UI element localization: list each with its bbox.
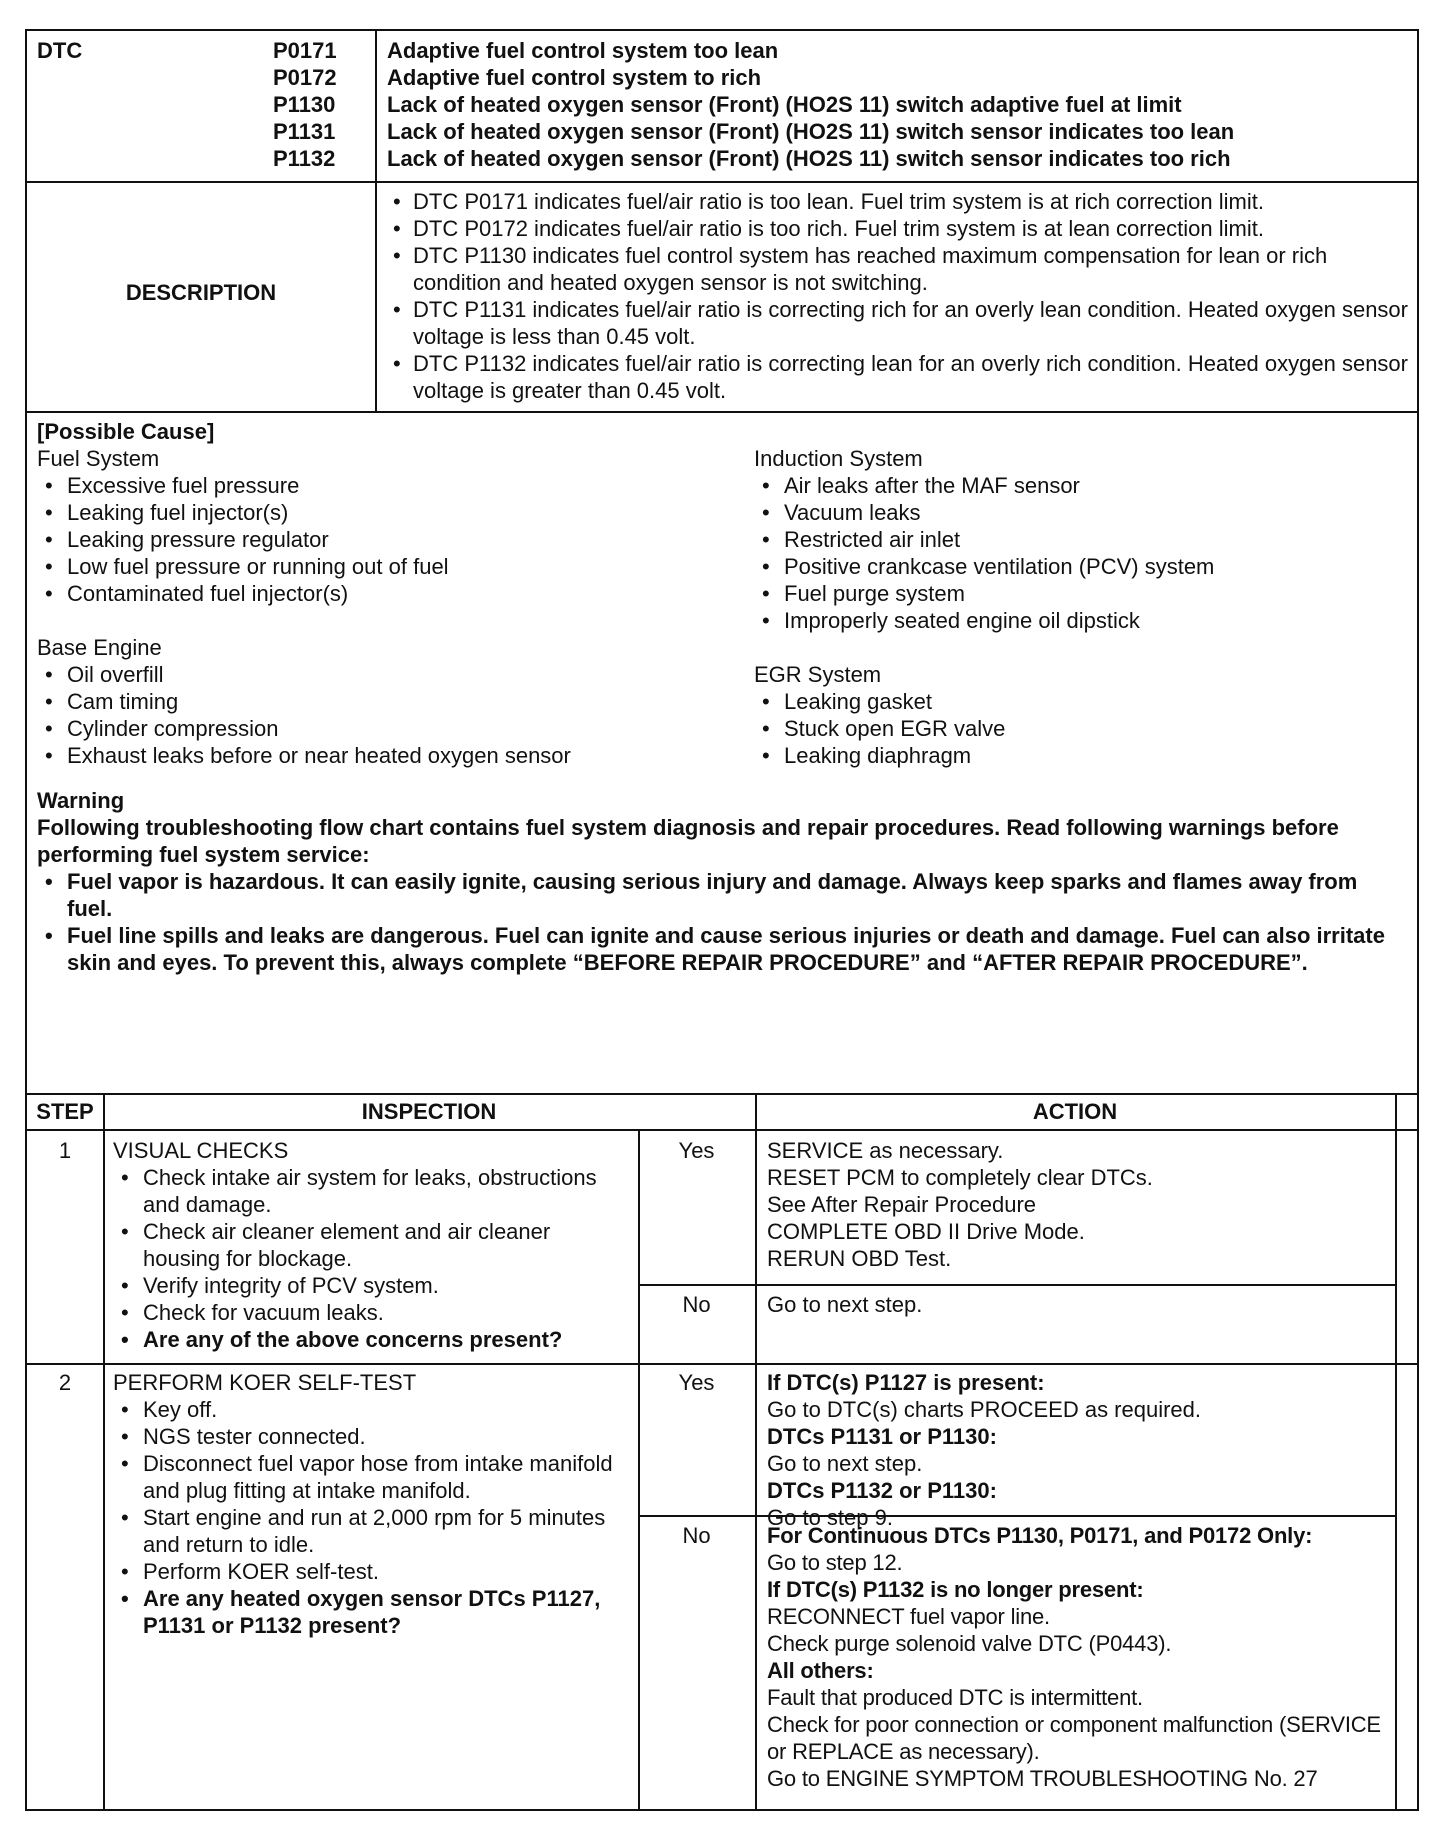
- no-label: No: [682, 1523, 711, 1548]
- action-line: See After Repair Procedure: [767, 1192, 1037, 1217]
- description-list: [385, 188, 1413, 404]
- step-title: PERFORM KOER SELF-TEST: [113, 1370, 417, 1395]
- warning-block: [37, 787, 1407, 976]
- action-line: RERUN OBD Test.: [767, 1246, 952, 1271]
- step-check: • Verify integrity of PCV system.: [113, 1272, 633, 1299]
- step-check: • Disconnect fuel vapor hose from intake manifold and plug fitting at intake manifold.: [113, 1450, 633, 1504]
- row-divider-1: [27, 181, 1417, 183]
- description-item: • DTC P0172 indicates fuel/air ratio is too rich. Fuel trim system is at lean correction limit.: [385, 215, 1413, 242]
- action-col-line: [755, 1093, 757, 1811]
- dtc-title: Lack of heated oxygen sensor (Front) (HO2S 11) switch sensor indicates too rich: [387, 146, 1231, 171]
- action-condition: All others:: [767, 1658, 874, 1683]
- document-frame: [25, 29, 1419, 1811]
- yes-label: Yes: [678, 1138, 715, 1163]
- action-line: Go to next step.: [767, 1292, 923, 1317]
- action-condition: DTCs P1132 or P1130:: [767, 1478, 997, 1503]
- step-check: • NGS tester connected.: [113, 1423, 633, 1450]
- description-item: • DTC P0171 indicates fuel/air ratio is too lean. Fuel trim system is at rich correction limit.: [385, 188, 1413, 215]
- possible-cause-heading: [Possible Cause]: [37, 419, 215, 444]
- action-condition: If DTC(s) P1132 is no longer present:: [767, 1577, 1144, 1602]
- table-top-line: [27, 1093, 1417, 1095]
- yes-actions: [767, 1137, 1387, 1272]
- cause-item: • Exhaust leaks before or near heated oxygen sensor: [37, 742, 737, 769]
- cause-item: • Cylinder compression: [37, 715, 737, 742]
- dtc-label: DTC: [37, 38, 83, 63]
- yesno-col-line: [638, 1129, 640, 1811]
- description-text: [385, 188, 1413, 404]
- yes-actions: [767, 1369, 1389, 1531]
- header-divider: [375, 31, 377, 411]
- step-check: • Key off.: [113, 1396, 633, 1423]
- action-line: Check purge solenoid valve DTC (P0443).: [767, 1631, 1172, 1656]
- action-line: RESET PCM to completely clear DTCs.: [767, 1165, 1153, 1190]
- right-col-line: [1395, 1093, 1397, 1811]
- dtc-title: Adaptive fuel control system too lean: [387, 38, 779, 63]
- cause-item: • Leaking gasket: [754, 688, 1404, 715]
- warning-item: • Fuel vapor is hazardous. It can easily ignite, causing serious injury and damage. Always keep sparks and flames away from fuel.: [37, 868, 1407, 922]
- dtc-code: P1131: [273, 119, 336, 144]
- step-check-list: [113, 1164, 633, 1353]
- no-actions: [767, 1522, 1391, 1792]
- warning-intro: Following troubleshooting flow chart contains fuel system diagnosis and repair procedures. Read following warnings before performing fuel system service:: [37, 815, 1339, 867]
- step-col-line: [103, 1093, 105, 1811]
- cause-item: • Positive crankcase ventilation (PCV) system: [754, 553, 1404, 580]
- cause-item: • Fuel purge system: [754, 580, 1404, 607]
- no-actions: [767, 1291, 1387, 1318]
- step-inspection: [113, 1137, 633, 1353]
- no-label: No: [682, 1292, 711, 1317]
- step-title: VISUAL CHECKS: [113, 1138, 289, 1163]
- cause-item: • Oil overfill: [37, 661, 737, 688]
- action-line: Go to ENGINE SYMPTOM TROUBLESHOOTING No. 27: [767, 1766, 1318, 1791]
- cause-list: [754, 688, 1404, 769]
- step-number: 1: [58, 1138, 72, 1163]
- step-header: STEP: [36, 1099, 94, 1124]
- row-divider-2: [27, 411, 1417, 413]
- step-check-list: [113, 1396, 633, 1639]
- dtc-title: Adaptive fuel control system to rich: [387, 65, 762, 90]
- cause-item: • Leaking pressure regulator: [37, 526, 737, 553]
- cause-item: • Low fuel pressure or running out of fuel: [37, 553, 737, 580]
- action-line: COMPLETE OBD II Drive Mode.: [767, 1219, 1085, 1244]
- step-check: • Perform KOER self-test.: [113, 1558, 633, 1585]
- action-line: Go to step 12.: [767, 1550, 903, 1575]
- action-condition: If DTC(s) P1127 is present:: [767, 1370, 1045, 1395]
- step1-yes-no-line: [638, 1284, 1395, 1286]
- cause-item: • Excessive fuel pressure: [37, 472, 737, 499]
- action-line: Go to next step.: [767, 1451, 923, 1476]
- dtc-code: P0172: [273, 65, 337, 90]
- action-line: Go to DTC(s) charts PROCEED as required.: [767, 1397, 1202, 1422]
- step-check: • Check for vacuum leaks.: [113, 1299, 633, 1326]
- step-inspection: [113, 1369, 633, 1639]
- cause-group-title: Induction System: [754, 446, 923, 471]
- description-item: • DTC P1130 indicates fuel control system has reached maximum compensation for lean or rich condition and heated oxygen sensor is not switching.: [385, 242, 1413, 296]
- cause-list: [754, 472, 1404, 634]
- cause-item: • Improperly seated engine oil dipstick: [754, 607, 1404, 634]
- dtc-code: P1130: [273, 92, 336, 117]
- dtc-code-list: [273, 37, 373, 172]
- step-check: • Check intake air system for leaks, obstructions and damage.: [113, 1164, 633, 1218]
- cause-group-title: Fuel System: [37, 446, 160, 471]
- dtc-title-list: [387, 37, 1417, 172]
- cause-list: [37, 661, 737, 769]
- cause-list: [37, 472, 737, 607]
- step-check: • Check air cleaner element and air cleaner housing for blockage.: [113, 1218, 633, 1272]
- dtc-code: P0171: [273, 38, 337, 63]
- action-line: SERVICE as necessary.: [767, 1138, 1004, 1163]
- cause-item: • Restricted air inlet: [754, 526, 1404, 553]
- action-line: Fault that produced DTC is intermittent.: [767, 1685, 1143, 1710]
- causes-right-column: [754, 445, 1404, 769]
- table-header-line: [27, 1129, 1417, 1131]
- cause-group-title: Base Engine: [37, 635, 162, 660]
- action-condition: DTCs P1131 or P1130:: [767, 1424, 997, 1449]
- step-question: • Are any of the above concerns present?: [113, 1326, 633, 1353]
- action-line: RECONNECT fuel vapor line.: [767, 1604, 1050, 1629]
- cause-item: • Stuck open EGR valve: [754, 715, 1404, 742]
- warning-title: Warning: [37, 788, 125, 813]
- step1-bottom-line: [27, 1363, 1417, 1365]
- dtc-code: P1132: [273, 146, 336, 171]
- step-number: 2: [58, 1370, 72, 1395]
- cause-item: • Contaminated fuel injector(s): [37, 580, 737, 607]
- dtc-title: Lack of heated oxygen sensor (Front) (HO2S 11) switch sensor indicates too lean: [387, 119, 1235, 144]
- cause-group-title: EGR System: [754, 662, 882, 687]
- cause-item: • Air leaks after the MAF sensor: [754, 472, 1404, 499]
- inspection-header: INSPECTION: [361, 1099, 497, 1124]
- warning-item: • Fuel line spills and leaks are dangerous. Fuel can ignite and cause serious injuries or death and damage. Fuel can also irritate skin and eyes. To prevent this, always complete “BEFORE REPAIR PROCEDURE” and “AFTER REPAIR PROCEDURE”.: [37, 922, 1407, 976]
- step-check: • Start engine and run at 2,000 rpm for 5 minutes and return to idle.: [113, 1504, 633, 1558]
- action-line: Check for poor connection or component malfunction (SERVICE or REPLACE as necessary).: [767, 1712, 1381, 1764]
- cause-item: • Vacuum leaks: [754, 499, 1404, 526]
- step-question: • Are any heated oxygen sensor DTCs P1127, P1131 or P1132 present?: [113, 1585, 633, 1639]
- yes-label: Yes: [678, 1370, 715, 1395]
- description-item: • DTC P1132 indicates fuel/air ratio is correcting lean for an overly rich condition. Heated oxygen sensor voltage is greater than 0.45 volt.: [385, 350, 1413, 404]
- warning-list: [37, 868, 1407, 976]
- action-condition: For Continuous DTCs P1130, P0171, and P0172 Only:: [767, 1523, 1313, 1548]
- cause-item: • Leaking fuel injector(s): [37, 499, 737, 526]
- cause-item: • Cam timing: [37, 688, 737, 715]
- action-line: Go to step 9.: [767, 1505, 893, 1530]
- action-header: ACTION: [1032, 1099, 1118, 1124]
- dtc-title: Lack of heated oxygen sensor (Front) (HO2S 11) switch adaptive fuel at limit: [387, 92, 1182, 117]
- description-label: DESCRIPTION: [125, 280, 277, 305]
- description-item: • DTC P1131 indicates fuel/air ratio is correcting rich for an overly lean condition. Heated oxygen sensor voltage is less than 0.45 volt.: [385, 296, 1413, 350]
- cause-item: • Leaking diaphragm: [754, 742, 1404, 769]
- causes-left-column: [37, 445, 737, 769]
